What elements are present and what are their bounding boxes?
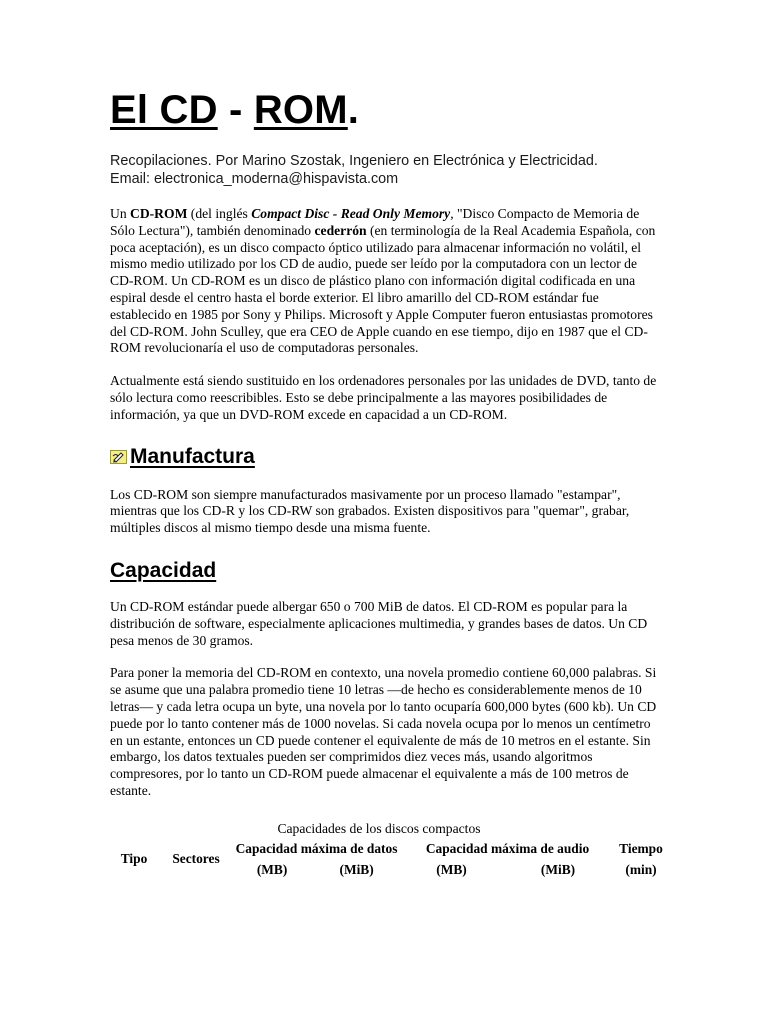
table-header-row xyxy=(108,838,668,859)
title-period: . xyxy=(347,88,360,132)
intro-paragraph-2: Actualmente está siendo sustituido en los ordenadores personales por las unidades de DVD, tanto de sólo lectura como reescribibles. Esto se debe principalmente a las mayores posibilidades de información, ya que un DVD-ROM excede en capacidad a un CD-ROM. xyxy=(110,373,657,422)
title-separator: - xyxy=(217,88,254,132)
unit-mib-audio: (MiB) xyxy=(540,861,576,877)
byline-author: Recopilaciones. Por Marino Szostak, Ingeniero en Electrónica y Electricidad. xyxy=(110,153,598,169)
capacidad-paragraph-1: Un CD-ROM estándar puede albergar 650 o 700 MiB de datos. El CD-ROM es popular para la distribución de software, especialmente aplicaciones multimedia, y grandes bases de datos. Un CD pesa menos de 30 gramos. xyxy=(110,598,648,648)
title-part-cd: El CD xyxy=(110,88,218,132)
col-header-tiempo: Tiempo xyxy=(619,840,663,856)
pencil-note-icon xyxy=(110,450,127,464)
col-header-tipo: Tipo xyxy=(120,851,148,867)
intro-text-c: (del inglés xyxy=(187,206,252,221)
intro-paragraph-1 xyxy=(110,206,658,357)
intro-term-cdrom: CD-ROM xyxy=(130,206,188,221)
title-part-rom: ROM xyxy=(253,88,348,132)
unit-mb-datos: (MB) xyxy=(256,861,288,877)
manufactura-heading-text: Manufactura xyxy=(130,444,255,468)
col-header-audio: Capacidad máxima de audio xyxy=(425,840,590,856)
byline-email: Email: electronica_moderna@hispavista.com xyxy=(110,171,399,187)
unit-min: (min) xyxy=(625,861,657,877)
intro-term-cederron: cederrón xyxy=(314,222,367,238)
capacidad-paragraph-2: Para poner la memoria del CD-ROM en contexto, una novela promedio contiene 60,000 palabras. Si se asume que una palabra promedio tiene 10 letras —de hecho es considerablemente menos de 10 letras— y cada letra ocupa un byte, una novela por lo tanto ocuparía 600,000 bytes (600 kb). Un CD puede por lo tanto contener más de 1000 novelas. Si cada novela ocupa por lo menos un centímetro en un estante, entonces un CD puede contener el equivalente de más de 10 metros en el estante. Sin embargo, los datos textuales pueden ser comprimidos diez veces más, usando algoritmos compresores, por lo tanto un CD-ROM puede almacenar el equivalente a más de 100 metros de estante. xyxy=(110,665,657,798)
intro-term-english: Compact Disc - Read Only Memory xyxy=(251,206,451,221)
byline xyxy=(110,152,658,188)
section-heading-manufactura xyxy=(110,444,658,470)
section-heading-capacidad: Capacidad xyxy=(110,558,217,582)
col-header-sectores: Sectores xyxy=(172,851,220,867)
document-page xyxy=(110,86,663,880)
unit-mb-audio: (MB) xyxy=(436,861,467,877)
capacity-table-block xyxy=(110,820,663,880)
capacity-table xyxy=(108,838,668,880)
unit-mib-datos: (MiB) xyxy=(339,861,374,877)
manufactura-paragraph: Los CD-ROM son siempre manufacturados masivamente por un proceso llamado "estampar", mientras que los CD-R y los CD-RW son grabados. Existen dispositivos para "quemar", grabar, múltiples discos al mismo tiempo desde una misma fuente. xyxy=(110,486,630,536)
intro-text-a: Un xyxy=(110,206,131,221)
intro-text-g: (en terminología de la Real Academia Española, con poca aceptación), es un disco compacto óptico utilizado para almacenar información no volátil, el mismo medio utilizado por los CD de audio, puede ser leído por la computadora con un lector de CD-ROM. Un CD-ROM es un disco de plástico plano con información digital codificada en una espiral desde el centro hasta el borde exterior. El libro amarillo del CD-ROM estándar fue establecido en 1985 por Sony y Philips. Microsoft y Apple Computer fueron entusiastas promotores del CD-ROM. John Sculley, que era CEO de Apple cuando en ese tiempo, dijo en 1987 que el CD-ROM revolucionaría el uso de computadoras personales. xyxy=(110,222,656,356)
intro-text-e: , "Disco Compacto de Memoria de Sólo Lectura"), también denominado xyxy=(110,206,640,238)
table-caption: Capacidades de los discos compactos xyxy=(277,820,481,836)
col-header-datos: Capacidad máxima de datos xyxy=(235,840,398,856)
page-title xyxy=(110,86,658,134)
